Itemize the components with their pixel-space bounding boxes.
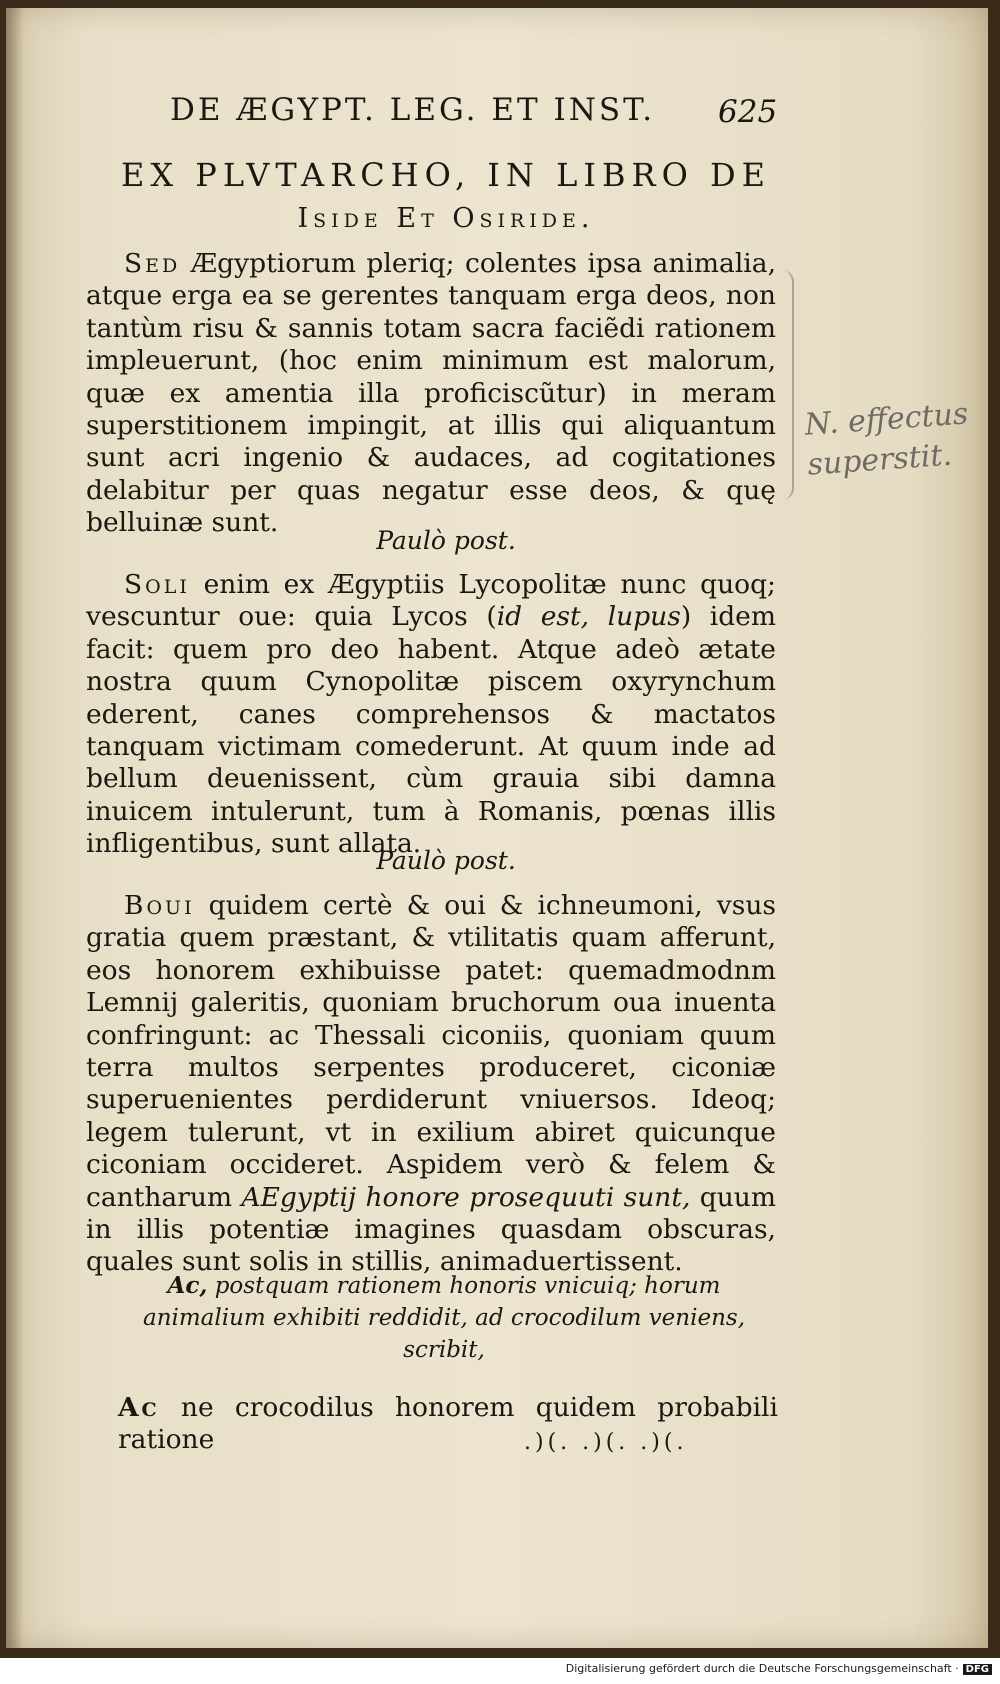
footer-text: Digitalisierung gefördert durch die Deutsche Forschungsgemeinschaft · <box>565 1662 959 1675</box>
editorial-note <box>124 1270 764 1366</box>
paragraph-1-text: Ægyptiorum pleriq; colentes ipsa animalia, atque erga ea se gerentes tanquam erga deos, non tantùm risu & sannis totam sacra faciẽdi rationem impleuerunt, (hoc enim minimum est malorum, quæ ex amentia illa proficiscũtur) in meram superstitionem impingit, at illis qui aliquantum sunt acri ingenio & audaces, ad cogitationes delabitur per quas negatur esse deos, & quę belluinæ sunt. <box>86 248 776 539</box>
paragraph-2 <box>86 569 776 861</box>
paragraph-1 <box>86 248 776 540</box>
margin-bracket <box>782 270 794 500</box>
paragraph-2-text-b: ) idem facit: quem pro deo habent. Atque adeò ætate nostra quum Cynopolitæ piscem oxyrynchum ederent, canes comprehensos & mactatos tanquam victimam comederunt. At quum inde ad bellum deuenissent, cùm grauia sibi damna inuicem intulerunt, tum à Romanis, pœnas illis infligentibus, sunt allata. <box>86 601 776 860</box>
paragraph-1-lead: Sed <box>124 248 181 279</box>
editorial-note-text: postquam rationem honoris vnicuiq; horum animalium exhibiti reddidit, ad crocodilum veniens, scribit, <box>142 1273 746 1363</box>
paragraph-2-italic: id est, lupus <box>496 601 681 633</box>
paragraph-2-text-a: enim ex Ægyptiis Lycopolitæ nunc quoq; vescuntur oue: quia Lycos ( <box>86 569 776 633</box>
signature-mark: .)(. .)(. .)(. <box>524 1430 688 1455</box>
dfg-logo: DFG <box>963 1664 992 1675</box>
paragraph-4-lead: Ac <box>118 1392 160 1423</box>
paragraph-4-text: ne crocodilus honorem quidem probabili ratione <box>118 1392 778 1456</box>
running-title: DE ÆGYPT. LEG. ET INST. <box>170 92 656 128</box>
paragraph-2-lead: Soli <box>124 569 190 600</box>
page-number: 625 <box>718 94 778 130</box>
section-title: EX PLVTARCHO, IN LIBRO DE <box>120 156 772 194</box>
paragraph-3-text-a: quidem certè & oui & ichneumoni, vsus gratia quem præstant, & vtilitatis quam afferunt, eos honorem exhibuisse patet: quemadmodnm Lemnij galeritis, quoniam bruchorum oua inuenta confringunt: ac Thessali ciconiis, quoniam quum terra multos serpentes produceret, ciconiæ superuenientes perdiderunt vniuersos. Ideoq; legem tulerunt, vt in exilium abiret quicunque ciconiam occideret. Aspidem verò & felem & cantharum <box>86 890 776 1213</box>
book-page <box>6 8 988 1648</box>
editorial-note-lead: Ac, <box>167 1272 208 1299</box>
margin-note-line-1: N. effectus <box>803 396 970 443</box>
margin-note-line-2: superstit. <box>806 437 954 483</box>
paragraph-3 <box>86 890 776 1279</box>
running-head <box>6 86 988 136</box>
paragraph-3-lead: Boui <box>124 890 195 921</box>
page-gutter-shadow <box>6 8 24 1648</box>
paragraph-3-italic: AEgyptij honore prosequuti sunt, <box>241 1181 691 1213</box>
handwritten-margin-note <box>803 394 972 485</box>
digitization-footer <box>0 1662 992 1682</box>
subheading-1: Paulò post. <box>376 526 516 555</box>
section-subtitle: Iside Et Osiride. <box>297 203 595 234</box>
paragraph-3-text-b: quum in illis potentiæ imagines quasdam obscuras, quales sunt solis in stillis, animaduertissent. <box>86 1181 776 1278</box>
subheading-2: Paulò post. <box>376 846 516 875</box>
